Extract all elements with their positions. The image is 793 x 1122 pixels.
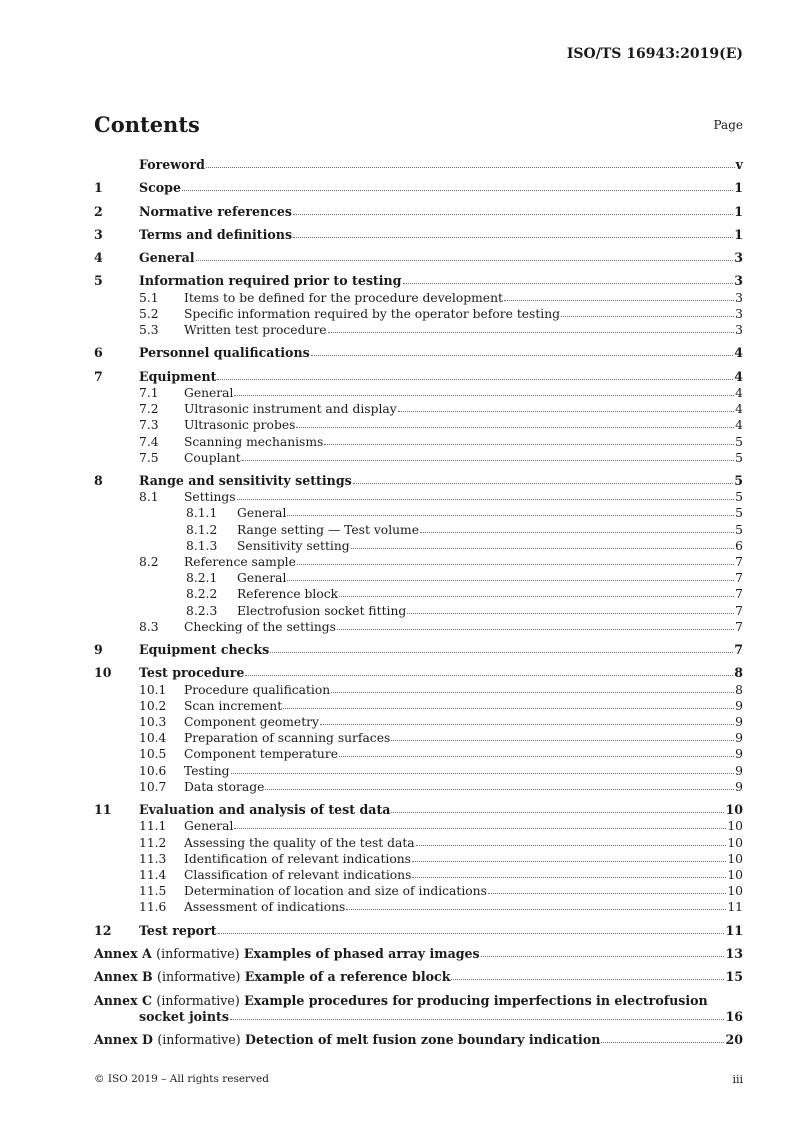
annex-entry[interactable] <box>94 969 743 985</box>
toc-entry-page: 7 <box>735 555 743 570</box>
dot-leader <box>320 724 734 725</box>
toc-entry-number: 10 <box>94 665 112 681</box>
toc-entry-number: 10.2 <box>139 698 167 713</box>
toc-entry-page: 9 <box>735 731 743 746</box>
toc-entry-page: 9 <box>735 747 743 762</box>
dot-leader <box>353 483 734 484</box>
dot-leader <box>403 283 734 284</box>
dot-leader <box>297 564 734 565</box>
toc-entry[interactable] <box>94 180 743 196</box>
toc-entry-title[interactable]: General <box>184 819 234 834</box>
toc-entry[interactable] <box>94 603 743 619</box>
toc-entry[interactable] <box>94 401 743 417</box>
toc-entry[interactable] <box>94 157 743 173</box>
toc-entry-number: 7.4 <box>139 434 159 449</box>
toc-entry-title[interactable]: Items to be defined for the procedure development <box>184 290 503 305</box>
toc-entry-page: 4 <box>735 418 743 433</box>
toc-entry-title[interactable]: Data storage <box>184 779 265 794</box>
toc-entry-title[interactable]: Scanning mechanisms <box>184 434 324 449</box>
dot-leader <box>561 316 734 317</box>
toc-entry-title[interactable]: Settings <box>184 490 236 505</box>
copyright-notice: © ISO 2019 – All rights reserved <box>94 1073 269 1085</box>
toc-entry-number: 8.2.2 <box>186 587 218 602</box>
table-of-contents <box>94 157 743 1048</box>
toc-entry-number: 5.1 <box>139 290 159 305</box>
dot-leader <box>311 355 734 356</box>
toc-entry[interactable] <box>94 642 743 658</box>
toc-entry-number: 11.2 <box>139 835 167 850</box>
dot-leader <box>293 214 733 215</box>
toc-entry-page: 10 <box>725 802 743 818</box>
toc-entry-title[interactable]: Couplant <box>184 450 241 465</box>
dot-leader <box>488 893 726 894</box>
toc-entry-title[interactable]: Component temperature <box>184 747 338 762</box>
toc-entry[interactable] <box>94 290 743 306</box>
toc-entry[interactable] <box>94 538 743 554</box>
toc-entry[interactable] <box>94 899 743 915</box>
annex-title: Example procedures for producing imperfections in electrofusion <box>244 992 708 1008</box>
toc-entry[interactable] <box>94 322 743 338</box>
toc-entry[interactable] <box>94 489 743 505</box>
toc-entry-page: 11 <box>727 900 743 915</box>
toc-entry-number: 11.6 <box>139 900 167 915</box>
dot-leader <box>287 515 734 516</box>
toc-entry-page: 10 <box>727 851 743 866</box>
toc-entry-number: 11 <box>94 802 112 818</box>
dot-leader <box>206 167 735 168</box>
annex-type: (informative) <box>156 945 240 961</box>
toc-entry-title[interactable]: Component geometry <box>184 715 319 730</box>
toc-entry[interactable] <box>94 204 743 220</box>
annex-entry-title[interactable] <box>94 946 480 962</box>
toc-entry-number: 7.5 <box>139 450 159 465</box>
annex-label: Annex D <box>94 1032 153 1048</box>
toc-entry-number: 7 <box>94 368 103 384</box>
toc-entry-page: 3 <box>734 250 743 266</box>
toc-entry-number: 5 <box>94 273 103 289</box>
toc-entry-title[interactable]: Electrofusion socket fitting <box>237 603 407 618</box>
toc-entry-number: 7.3 <box>139 418 159 433</box>
toc-entry-title[interactable]: Determination of location and size of indications <box>184 884 487 899</box>
dot-leader <box>182 190 733 191</box>
dot-leader <box>346 909 726 910</box>
toc-entry[interactable] <box>94 505 743 521</box>
toc-entry-number: 8.2.1 <box>186 571 218 586</box>
toc-entry[interactable] <box>94 730 743 746</box>
toc-entry[interactable] <box>94 417 743 433</box>
toc-entry-number: 2 <box>94 203 103 219</box>
toc-entry-title[interactable]: Preparation of scanning surfaces <box>184 731 391 746</box>
page-title: Contents <box>94 112 200 137</box>
toc-entry[interactable] <box>94 450 743 466</box>
annex-entry-page: 20 <box>725 1032 743 1048</box>
toc-entry-page: 3 <box>735 323 743 338</box>
toc-entry-number: 10.3 <box>139 715 167 730</box>
toc-entry-number: 8.1 <box>139 490 159 505</box>
dot-leader <box>391 740 734 741</box>
page-column-label: Page <box>713 118 743 132</box>
toc-entry-title[interactable]: Reference block <box>237 587 339 602</box>
dot-leader <box>231 773 735 774</box>
toc-entry[interactable] <box>94 746 743 762</box>
toc-entry-number: 10.7 <box>139 779 167 794</box>
toc-entry[interactable] <box>94 763 743 779</box>
toc-entry-number: 8.1.3 <box>186 538 218 553</box>
page-number: iii <box>732 1073 743 1086</box>
toc-entry-title[interactable]: General <box>184 385 234 400</box>
toc-entry[interactable] <box>94 835 743 851</box>
toc-entry-title[interactable]: Assessment of indications <box>184 900 346 915</box>
toc-entry[interactable] <box>94 473 743 489</box>
toc-entry[interactable] <box>94 385 743 401</box>
toc-entry-title[interactable]: Sensitivity setting <box>237 538 350 553</box>
dot-leader <box>601 1042 724 1043</box>
dot-leader <box>451 979 724 980</box>
dot-leader <box>234 828 726 829</box>
toc-entry-page: v <box>735 157 743 172</box>
toc-entry-number: 8.1.1 <box>186 506 218 521</box>
annex-entry-page: 16 <box>725 1008 743 1024</box>
toc-entry-number: 8.3 <box>139 619 159 634</box>
toc-entry-page: 8 <box>734 665 743 681</box>
dot-leader <box>242 460 734 461</box>
toc-entry-number: 8.2.3 <box>186 603 218 618</box>
dot-leader <box>283 708 734 709</box>
toc-entry-title[interactable]: Range setting — Test volume <box>237 522 419 537</box>
toc-entry-page: 4 <box>734 345 743 361</box>
dot-leader <box>287 580 734 581</box>
dot-leader <box>339 756 734 757</box>
toc-entry-title[interactable]: Foreword <box>139 157 205 172</box>
toc-entry-page: 7 <box>735 603 743 618</box>
dot-leader <box>412 861 726 862</box>
toc-entry-title[interactable]: Scope <box>139 180 181 196</box>
dot-leader <box>331 692 734 693</box>
toc-entry-title[interactable]: Ultrasonic probes <box>184 418 296 433</box>
toc-entry-title[interactable]: Terms and definitions <box>139 226 293 242</box>
dot-leader <box>265 789 734 790</box>
toc-entry-title[interactable]: Information required prior to testing <box>139 273 402 289</box>
toc-entry-number: 10.4 <box>139 731 167 746</box>
annex-label: Annex A <box>94 945 152 961</box>
toc-entry-page: 4 <box>735 402 743 417</box>
toc-entry-title[interactable]: Assessing the quality of the test data <box>184 835 415 850</box>
dot-leader <box>391 812 724 813</box>
toc-entry[interactable] <box>94 345 743 361</box>
toc-entry-page: 7 <box>735 587 743 602</box>
dot-leader <box>217 379 733 380</box>
toc-entry[interactable] <box>94 714 743 730</box>
toc-sections <box>94 157 743 939</box>
dot-leader <box>230 1019 725 1020</box>
toc-entry-page: 5 <box>735 522 743 537</box>
annex-type: (informative) <box>157 1032 241 1048</box>
dot-leader <box>339 596 734 597</box>
toc-entry-page: 3 <box>734 273 743 289</box>
toc-entry-page: 4 <box>734 368 743 384</box>
toc-entry[interactable] <box>94 779 743 795</box>
toc-annexes <box>94 946 743 1048</box>
toc-entry[interactable] <box>94 369 743 385</box>
toc-entry[interactable] <box>94 682 743 698</box>
annex-entry-page: 15 <box>725 969 743 985</box>
toc-entry-page: 1 <box>734 180 743 196</box>
dot-leader <box>337 629 734 630</box>
toc-entry[interactable] <box>94 586 743 602</box>
dot-leader <box>218 933 725 934</box>
toc-entry-page: 1 <box>734 226 743 242</box>
annex-entry-title[interactable] <box>94 969 450 985</box>
dot-leader <box>245 675 733 676</box>
toc-entry[interactable] <box>94 250 743 266</box>
dot-leader <box>420 532 734 533</box>
toc-entry-page: 10 <box>727 819 743 834</box>
toc-entry-number: 11.4 <box>139 867 167 882</box>
toc-entry[interactable] <box>94 802 743 818</box>
dot-leader <box>328 332 735 333</box>
toc-entry[interactable] <box>94 434 743 450</box>
toc-entry-title[interactable]: General <box>237 571 287 586</box>
toc-entry-number: 10.5 <box>139 747 167 762</box>
toc-entry-page: 9 <box>735 698 743 713</box>
annex-entry[interactable] <box>94 993 743 1009</box>
dot-leader <box>504 300 734 301</box>
toc-entry-number: 8.1.2 <box>186 522 218 537</box>
toc-entry-number: 12 <box>94 922 112 938</box>
dot-leader <box>412 877 726 878</box>
dot-leader <box>416 845 727 846</box>
annex-entry-page: 13 <box>725 945 743 961</box>
toc-entry-title[interactable]: Test report <box>139 922 217 938</box>
dot-leader <box>293 237 733 238</box>
annex-title: Detection of melt fusion zone boundary indication <box>245 1032 601 1048</box>
toc-entry-number: 11.5 <box>139 884 167 899</box>
toc-entry-page: 5 <box>734 473 743 488</box>
toc-entry-page: 1 <box>734 203 743 219</box>
toc-entry-number: 7.2 <box>139 402 159 417</box>
dot-leader <box>234 395 734 396</box>
annex-label: Annex B <box>94 969 153 985</box>
toc-entry-title[interactable]: Testing <box>184 763 230 778</box>
annex-title: Example of a reference block <box>244 969 451 985</box>
toc-entry[interactable] <box>94 665 743 681</box>
toc-entry-title[interactable]: Specific information required by the operator before testing <box>184 306 561 321</box>
annex-entry-title[interactable] <box>94 993 708 1009</box>
toc-entry-title[interactable]: Checking of the settings <box>184 619 336 634</box>
toc-entry-page: 5 <box>735 434 743 449</box>
toc-entry-title[interactable]: Equipment <box>139 368 217 384</box>
toc-entry-number: 5.2 <box>139 306 159 321</box>
toc-entry-title[interactable]: Normative references <box>139 203 293 219</box>
annex-entry[interactable] <box>94 946 743 962</box>
toc-entry-number: 4 <box>94 250 103 266</box>
toc-entry[interactable] <box>94 273 743 289</box>
toc-entry-title[interactable]: Scan increment <box>184 698 283 713</box>
toc-entry-title[interactable]: Equipment checks <box>139 642 270 658</box>
dot-leader <box>270 652 733 653</box>
toc-entry-title[interactable]: General <box>237 506 287 521</box>
annex-label: Annex C <box>94 992 153 1008</box>
annex-type: (informative) <box>157 969 241 985</box>
toc-entry-page: 5 <box>735 450 743 465</box>
toc-entry-page: 7 <box>734 642 743 658</box>
toc-entry-title[interactable]: Reference sample <box>184 555 296 570</box>
dot-leader <box>196 260 734 261</box>
dot-leader <box>351 548 735 549</box>
toc-entry-title[interactable]: Identification of relevant indications <box>184 851 411 866</box>
toc-entry-number: 10.6 <box>139 763 167 778</box>
toc-entry[interactable] <box>94 851 743 867</box>
toc-entry[interactable] <box>94 522 743 538</box>
dot-leader <box>481 956 725 957</box>
toc-entry-title[interactable]: Ultrasonic instrument and display <box>184 402 397 417</box>
toc-entry-number: 10.1 <box>139 682 167 697</box>
toc-entry-number: 11.1 <box>139 819 167 834</box>
toc-entry-number: 9 <box>94 642 103 658</box>
toc-entry[interactable] <box>94 306 743 322</box>
toc-entry-page: 11 <box>725 922 743 938</box>
dot-leader <box>324 444 734 445</box>
toc-entry-page: 10 <box>727 884 743 899</box>
toc-entry-number: 1 <box>94 180 103 196</box>
dot-leader <box>398 411 735 412</box>
toc-entry-page: 4 <box>735 385 743 400</box>
toc-entry-number: 11.3 <box>139 851 167 866</box>
dot-leader <box>407 613 734 614</box>
toc-entry-number: 6 <box>94 345 103 361</box>
annex-entry-title[interactable] <box>94 1032 600 1048</box>
toc-entry-title[interactable]: Procedure qualification <box>184 682 331 697</box>
toc-entry-title[interactable]: Written test procedure <box>184 323 327 338</box>
annex-entry[interactable] <box>94 1032 743 1048</box>
toc-entry-page: 5 <box>735 506 743 521</box>
toc-entry-page: 9 <box>735 763 743 778</box>
toc-entry-page: 10 <box>727 867 743 882</box>
toc-entry-page: 10 <box>727 835 743 850</box>
dot-leader <box>296 427 734 428</box>
toc-entry[interactable] <box>94 883 743 899</box>
annex-title: Examples of phased array images <box>243 945 480 961</box>
toc-entry[interactable] <box>94 923 743 939</box>
toc-entry-page: 8 <box>735 682 743 697</box>
toc-entry-page: 9 <box>735 715 743 730</box>
toc-entry-page: 7 <box>735 571 743 586</box>
annex-title-continued[interactable]: socket joints <box>139 1008 229 1024</box>
toc-entry-title[interactable]: Personnel qualifications <box>139 345 310 361</box>
toc-entry[interactable] <box>94 570 743 586</box>
toc-entry-number: 3 <box>94 226 103 242</box>
dot-leader <box>237 499 735 500</box>
toc-entry-page: 5 <box>735 490 743 505</box>
toc-entry[interactable] <box>94 554 743 570</box>
toc-entry[interactable] <box>94 818 743 834</box>
toc-entry-number: 7.1 <box>139 385 159 400</box>
toc-entry[interactable] <box>94 227 743 243</box>
toc-entry-page: 7 <box>735 619 743 634</box>
toc-entry-title[interactable]: Classification of relevant indications <box>184 867 412 882</box>
toc-entry-page: 3 <box>735 306 743 321</box>
toc-entry-number: 8 <box>94 473 103 488</box>
toc-entry-number: 5.3 <box>139 323 159 338</box>
toc-entry-page: 9 <box>735 779 743 794</box>
annex-type: (informative) <box>156 992 240 1008</box>
annex-entry-continuation[interactable] <box>94 1009 743 1025</box>
toc-entry-title[interactable]: Test procedure <box>139 665 245 681</box>
toc-entry-title[interactable]: General <box>139 250 195 266</box>
document-id: ISO/TS 16943:2019(E) <box>566 46 743 62</box>
toc-entry[interactable] <box>94 867 743 883</box>
toc-entry-page: 3 <box>735 290 743 305</box>
toc-entry-title[interactable]: Range and sensitivity settings <box>139 473 352 488</box>
toc-entry-title[interactable]: Evaluation and analysis of test data <box>139 802 391 818</box>
toc-entry-page: 6 <box>735 538 743 553</box>
toc-entry-number: 8.2 <box>139 555 159 570</box>
toc-entry[interactable] <box>94 619 743 635</box>
toc-entry[interactable] <box>94 698 743 714</box>
